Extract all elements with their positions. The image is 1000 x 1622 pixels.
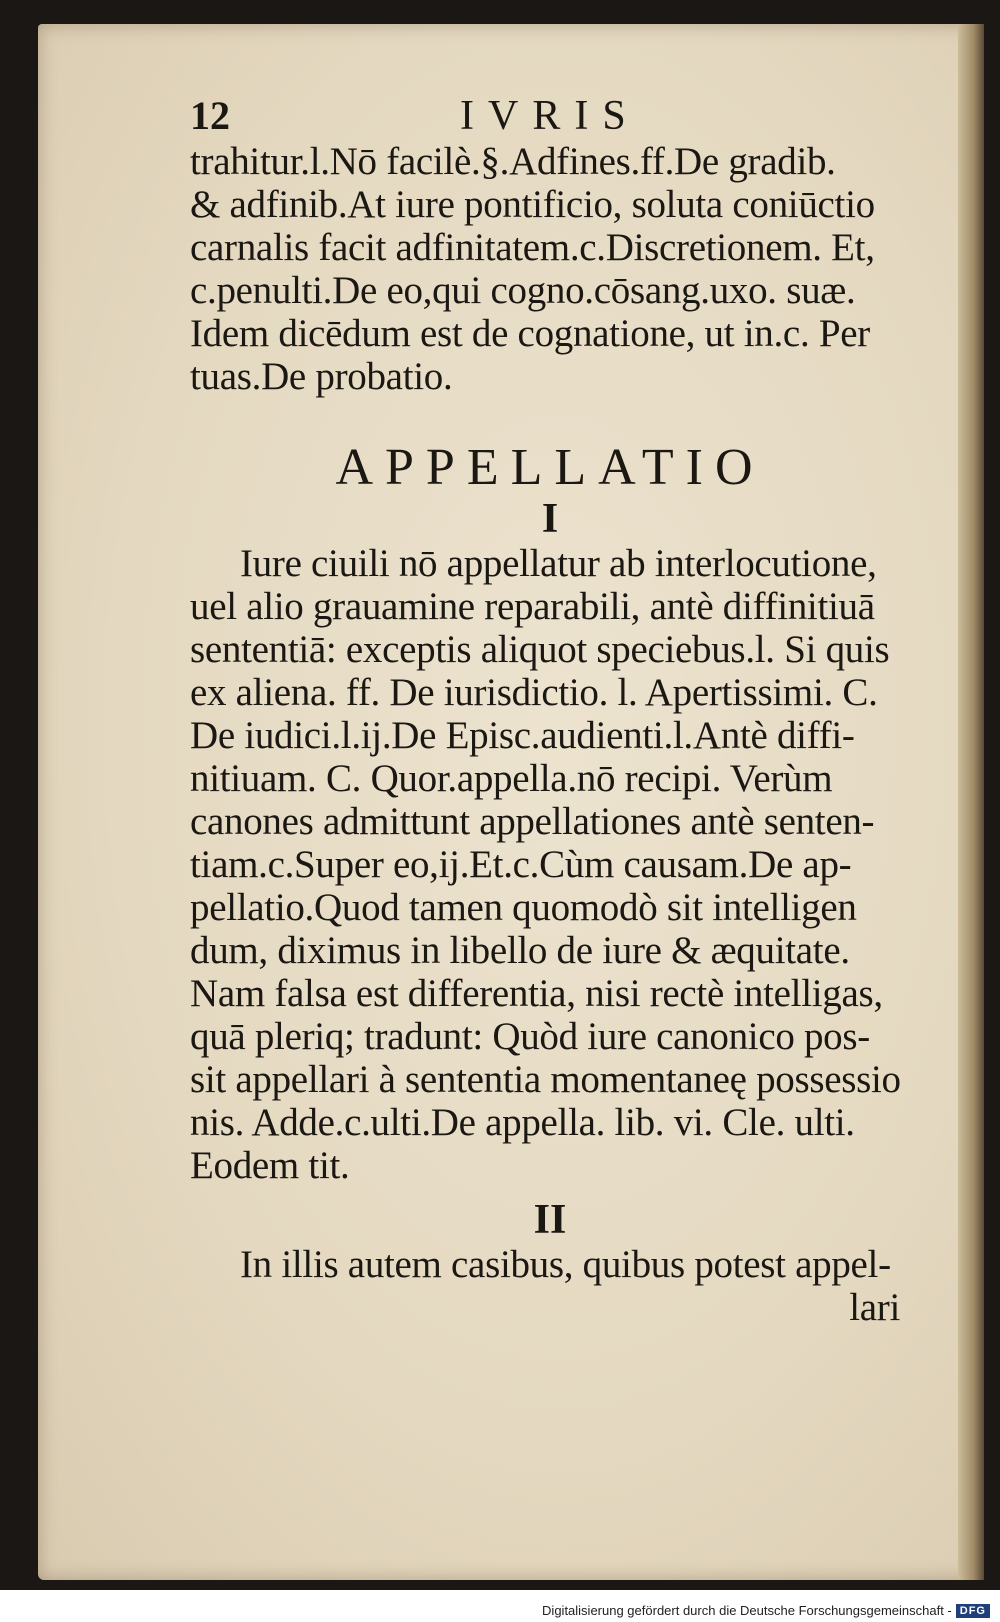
text-line: ex aliena. ff. De iurisdictio. l. Apertissimi. C. (190, 671, 878, 714)
text-line: sit appellari à sententia momentaneę possessio (190, 1058, 901, 1101)
text-line: carnalis facit adfinitatem.c.Discretionem. Et, (190, 226, 875, 269)
text-line: trahitur.l.Nō facilè.§.Adfines.ff.De gradib. (190, 140, 836, 183)
text-line: De iudici.l.ij.De Episc.audienti.l.Antè diffi- (190, 714, 855, 757)
page-edge (958, 24, 984, 1580)
section-heading: APPELLATIO (335, 439, 765, 496)
text-line: Nam falsa est differentia, nisi rectè intelligas, (190, 972, 883, 1015)
paragraph-section-2 (190, 1243, 910, 1329)
text-line: & adfinib.At iure pontificio, soluta coniūctio (190, 183, 875, 226)
running-title: IVRIS (460, 93, 640, 139)
text-line: sententiā: exceptis aliquot speciebus.l. Si quis (190, 628, 890, 671)
text-line: nis. Adde.c.ulti.De appella. lib. vi. Cle. ulti. (190, 1101, 855, 1144)
text-line: In illis autem casibus, quibus potest appel- (240, 1243, 891, 1286)
digitization-credit (542, 1603, 990, 1618)
text-line: pellatio.Quod tamen quomodò sit intelligen (190, 886, 857, 929)
text-line: c.penulti.De eo,qui cogno.cōsang.uxo. suæ. (190, 269, 856, 312)
text-line: nitiuam. C. Quor.appella.nō recipi. Verùm (190, 757, 833, 800)
text-line: Eodem tit. (190, 1144, 350, 1187)
text-line: uel alio grauamine reparabili, antè diffinitiuā (190, 585, 875, 628)
page-header (190, 92, 910, 140)
text-line: canones admittunt appellationes antè senten- (190, 800, 875, 843)
credit-text: Digitalisierung gefördert durch die Deutsche Forschungsgemeinschaft - (542, 1603, 952, 1618)
paragraph-section-1 (190, 542, 910, 1187)
text-line: Idem dicēdum est de cognatione, ut in.c. Per (190, 312, 870, 355)
text-line: quā pleriq; tradunt: Quòd iure canonico pos- (190, 1015, 870, 1058)
text-line: tuas.De probatio. (190, 355, 453, 398)
dfg-logo-icon: DFG (956, 1604, 990, 1618)
text-line: dum, diximus in libello de iure & æquitate. (190, 929, 850, 972)
page-number: 12 (190, 93, 230, 138)
text-line: tiam.c.Super eo,ij.Et.c.Cùm causam.De ap- (190, 843, 852, 886)
text-block (190, 92, 910, 1329)
paragraph-adfinitas (190, 140, 910, 398)
section-numeral-2: II (533, 1197, 567, 1243)
section-numeral-1: I (541, 496, 559, 542)
text-line: Iure ciuili nō appellatur ab interlocutione, (240, 542, 877, 585)
catchword: lari (849, 1286, 900, 1329)
